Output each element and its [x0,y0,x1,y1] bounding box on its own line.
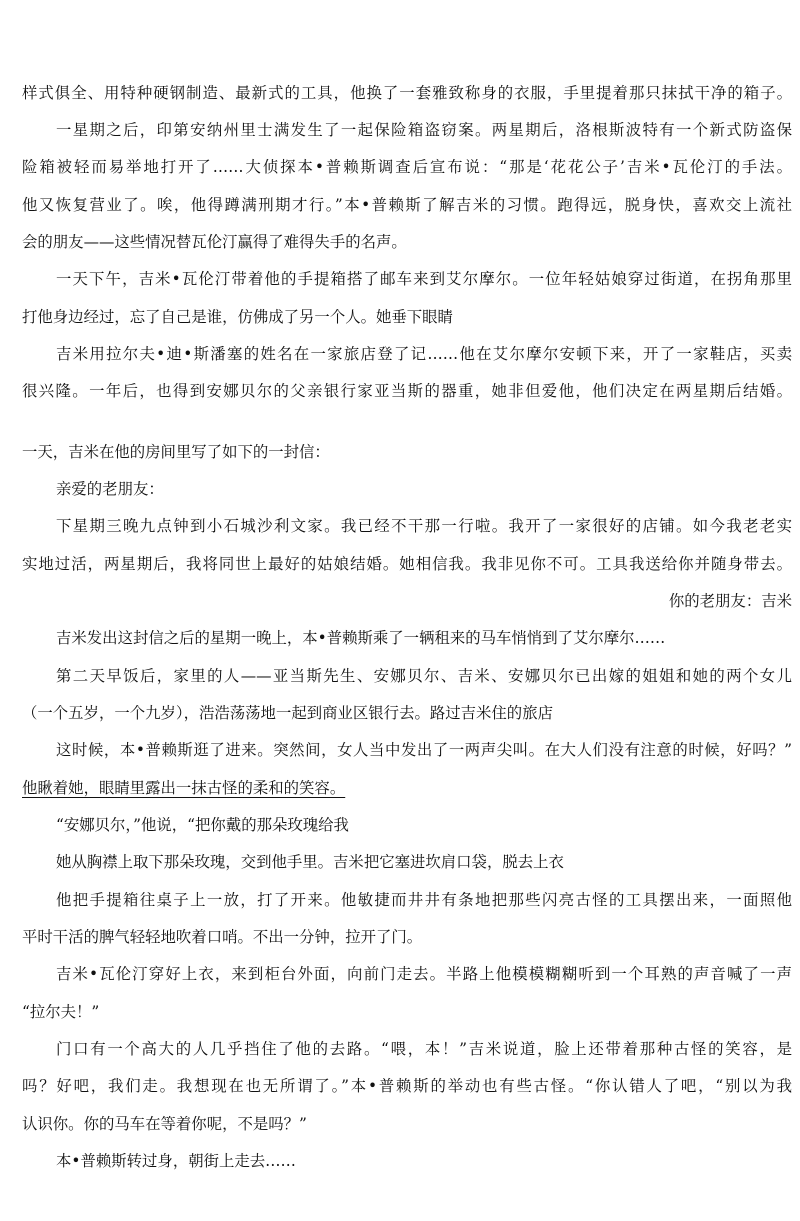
text-line: 认识你。你的马车在等着你呢，不是吗？” [22,1115,307,1133]
text-line: 吉米发出这封信之后的星期一晚上，本•普赖斯乘了一辆租来的马车悄悄到了艾尔摩尔…… [56,629,666,647]
underlined-sentence: 他瞅着她，眼睛里露出一抹古怪的柔和的笑容。 [22,779,346,797]
text-line: 平时干活的脾气轻轻地吹着口哨。不出一分钟，拉开了门。 [22,928,423,946]
text-line: 她从胸襟上取下那朵玫瑰，交到他手里。吉米把它塞进坎肩口袋，脱去上衣 [56,853,564,871]
text-line: 门口有一个高大的人几乎挡住了他的去路。“喂，本！”吉米说道，脸上还带着那种古怪的笑容，是 [56,1040,792,1058]
text-line: （一个五岁，一个九岁），浩浩荡荡地一起到商业区银行去。路过吉米住的旅店 [22,704,553,722]
text-line: 一天，吉米在他的房间里写了如下的一封信： [22,443,330,461]
text-line: 他又恢复营业了。唉，他得蹲满刑期才行。”本•普赖斯了解吉米的习惯。跑得远，脱身快，喜欢交上流社 [22,196,792,214]
text-line: 第二天早饭后，家里的人——亚当斯先生、安娜贝尔、吉米、安娜贝尔已出嫁的姐姐和她的两个女儿 [56,667,792,685]
text-line: 一星期之后，印第安纳州里士满发生了一起保险箱盗窃案。两星期后，洛根斯波特有一个新式防盗保 [56,121,792,139]
text-line: 吉米用拉尔夫•迪•斯潘塞的姓名在一家旅店登了记……他在艾尔摩尔安顿下来，开了一家鞋店，买卖 [56,345,792,363]
text-line: 样式俱全、用特种硬钢制造、最新式的工具，他换了一套雅致称身的衣服，手里提着那只抹拭干净的箱子。 [22,84,792,102]
text-line-underlined [22,776,792,800]
text-line: 他把手提箱往桌子上一放，打了开来。他敏捷而井井有条地把那些闪亮古怪的工具摆出来，一面照他 [56,891,792,909]
text-line: “安娜贝尔，”他说，“把你戴的那朵玫瑰给我 [56,816,349,834]
text-line: 打他身边经过，忘了自己是谁，仿佛成了另一个人。她垂下眼睛 [22,308,453,326]
text-line: 这时候，本•普赖斯逛了进来。突然间，女人当中发出了一两声尖叫。在大人们没有注意的时候，好吗？” [56,741,792,759]
text-line: 下星期三晚九点钟到小石城沙利文家。我已经不干那一行啦。我开了一家很好的店铺。如今我老老实 [56,517,792,535]
text-line: 吉米•瓦伦汀穿好上衣，来到柜台外面，向前门走去。半路上他模模糊糊听到一个耳熟的声音喊了一声 [56,965,792,983]
text-line: 吗？好吧，我们走。我想现在也无所谓了。”本•普赖斯的举动也有些古怪。“你认错人了吧，“别以为我 [22,1077,792,1095]
text-line: 很兴隆。一年后，也得到安娜贝尔的父亲银行家亚当斯的器重，她非但爱他，他们决定在两星期后结婚。 [22,382,792,400]
text-line: 会的朋友——这些情况替瓦伦汀赢得了难得失手的名声。 [22,233,407,251]
text-line: 险箱被轻而易举地打开了……大侦探本•普赖斯调查后宣布说：“那是‘花花公子’吉米•瓦伦汀的手法。 [22,158,792,176]
text-line: “拉尔夫！” [22,1003,100,1021]
text-line: 本•普赖斯转过身，朝街上走去…… [56,1152,296,1170]
letter-salutation: 亲爱的老朋友： [56,480,164,498]
text-line: 一天下午，吉米•瓦伦汀带着他的手提箱搭了邮车来到艾尔摩尔。一位年轻姑娘穿过街道，在拐角那里 [56,270,792,288]
text-line: 实地过活，两星期后，我将同世上最好的姑娘结婚。她相信我。我非见你不可。工具我送给你并随身带去。 [22,555,792,573]
letter-signature: 你的老朋友：吉米 [668,592,792,610]
